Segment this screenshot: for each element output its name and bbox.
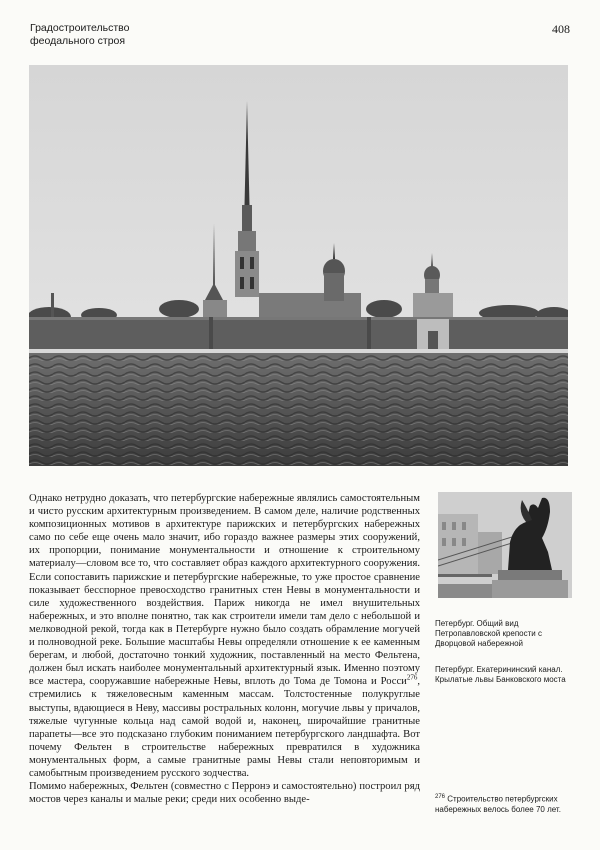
paragraph-1-part-a: Однако нетрудно доказать, что петербургские набережные являлись самостоятельным и чисто русским архитектурным произведением. В самом деле, наличие родственных композиционных мотивов в архитектуре парижских и петербургских набережных само по себе еще очень мало значит, ибо гораздо важнее размеры этих сооружений, их пропорции, понимание монументальности и отношение к строительному материалу—словом все то, что составляет образ каждого архитектурного сооружения. Если сопоставить парижские и петербургские набережные, то уже простое сравнение показывает бесспорное превосходство гранитных стен Невы в монументальности и силе художественного воздействия. Париж никогда не имел внушительных набережных, и это вполне понятно, так как строители имели там дело с небольшой и мелководной рекой, тогда как в Петербурге нужно было создать обрамление могучей и полноводной реке. Большие масштабы Невы определяли отношение к ее каменным берегам, и любой, достаточно тонкий художник, поставленный на место Фельтена, должен был искать наиболее монументальный архитектурный язык. Именно поэтому все мастера, сооружавшие набережные Невы, вплоть до Тома де Томона и Росси [29, 493, 420, 688]
caption-fortress: Петербург. Общий вид Петропавловской крепости с Дворцовой набережной [435, 619, 542, 648]
section-title-line-2: феодального строя [30, 35, 126, 47]
footnote-ref: 276 [406, 673, 418, 682]
paragraph-1 [29, 492, 420, 780]
griffin-bridge-photo [438, 492, 572, 598]
paragraph-1-part-b: , стремились к тяжеловесным каменным массам. Толстостенные полукруглые выступы, вдающиеся в Неву, массивы ростральных колонн, могучие львы у причалов, тяжелые чугунные кольца над самой водой и, наконец, широчайшие гранитные парапеты—все это подсказано глубоким пониманием петербургского ландшафта. Вот почему Фельтен в строительстве набережных превратился в художника монументальных форм, а самые гранитные рамы Невы стали неповторимым и самобытным произведением русского зодчества. [29, 676, 420, 779]
footnote [435, 792, 575, 815]
footnote-number: 276 [435, 794, 446, 800]
caption-griffins: Петербург. Екатерининский канал. Крылатые львы Банковского моста [435, 665, 566, 684]
body-text [29, 492, 420, 806]
footnote-text: Строительство петербургских набережных велось более 70 лет. [435, 794, 561, 814]
paragraph-2: Помимо набережных, Фельтен (совместно с Перронэ и самостоятельно) построил ряд мостов через каналы и малые реки; среди них особенно выде- [29, 781, 420, 806]
page-number: 408 [552, 22, 570, 36]
running-header [30, 22, 129, 48]
section-title-line-1: Градостроительство [30, 22, 130, 34]
fortress-photo [29, 65, 568, 466]
